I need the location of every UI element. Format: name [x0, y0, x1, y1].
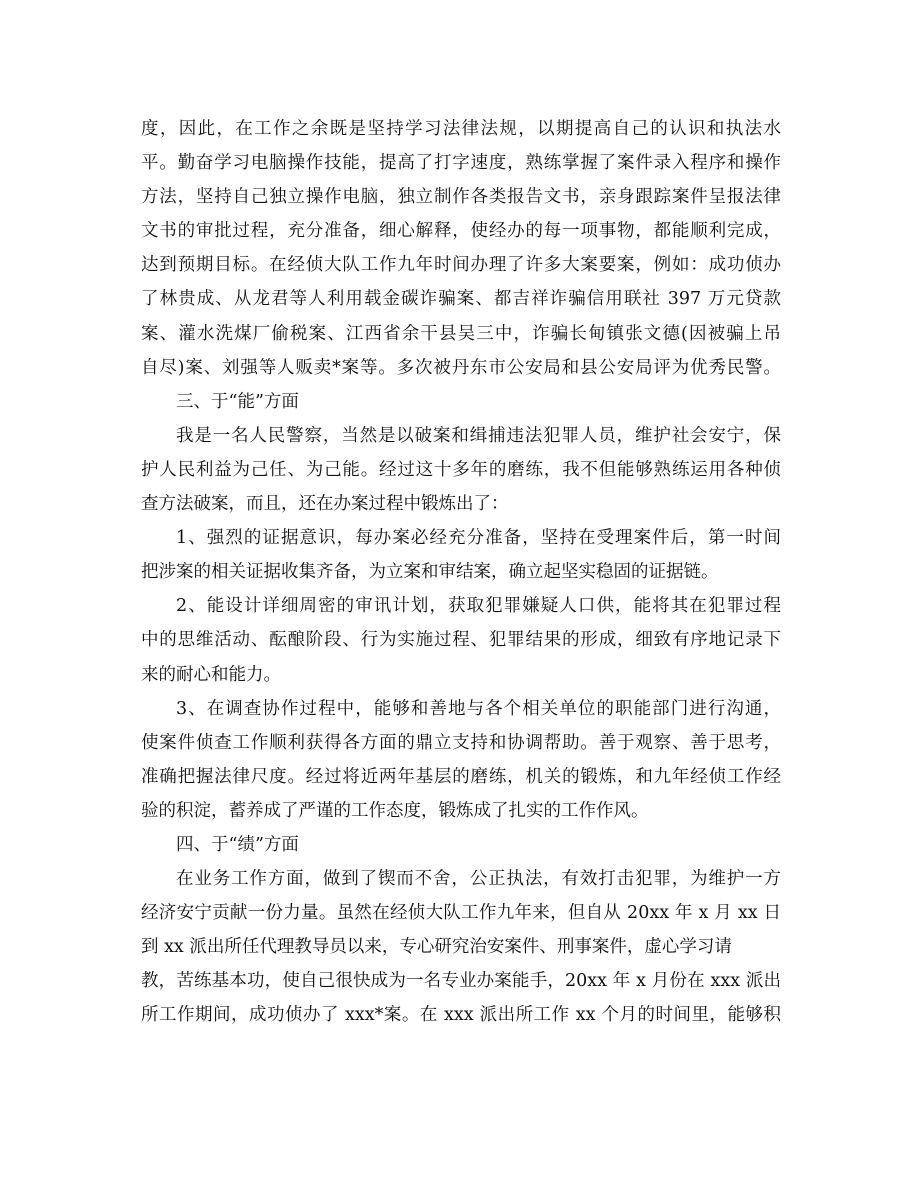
text-line: 四、于“绩”方面 — [176, 834, 299, 855]
text-line: 3、在调查协作过程中，能够和善地与各个相关单位的职能部门进行沟通， — [176, 698, 781, 719]
text-line: 三、于“能”方面 — [176, 391, 299, 412]
text-line: 2、能设计详细周密的审讯计划，获取犯罪嫌疑人口供，能将其在犯罪过程 — [176, 596, 781, 617]
text-line: 使案件侦查工作顺利获得各方面的鼎立支持和协调帮助。善于观察、善于思考， — [141, 732, 781, 753]
text-line: 教，苦练基本功，使自己很快成为一名专业办案能手，20xx 年 x 月份在 xxx 派出 — [141, 971, 781, 992]
text-line: 所工作期间，成功侦办了 xxx*案。在 xxx 派出所工作 xx 个月的时间里，能够积 — [141, 1005, 781, 1026]
text-line: 经济安宁贡献一份力量。虽然在经侦大队工作九年来，但自从 20xx 年 x 月 xx 日 — [141, 903, 781, 924]
text-line: 中的思维活动、酝酿阶段、行为实施过程、犯罪结果的形成，细致有序地记录下 — [141, 630, 781, 651]
text-line: 1、强烈的证据意识，每办案必经充分准备，坚持在受理案件后，第一时间 — [176, 528, 781, 549]
text-line: 我是一名人民警察，当然是以破案和缉捕违法犯罪人员，维护社会安宁，保 — [176, 425, 781, 446]
text-line: 护人民利益为己任、为己能。经过这十多年的磨练，我不但能够熟练运用各种侦 — [141, 459, 781, 480]
document-body — [141, 112, 781, 1033]
text-line: 来的耐心和能力。 — [141, 664, 281, 685]
text-line: 了林贵成、从龙君等人利用载金碳诈骗案、都吉祥诈骗信用联社 397 万元贷款 — [141, 289, 781, 310]
text-line: 验的积淀，蓄养成了严谨的工作态度，锻炼成了扎实的工作作风。 — [141, 800, 649, 821]
text-line: 准确把握法律尺度。经过将近两年基层的磨练，机关的锻炼，和九年经侦工作经 — [141, 766, 781, 787]
text-line: 把涉案的相关证据收集齐备，为立案和审结案，确立起坚实稳固的证据链。 — [141, 562, 719, 583]
text-line: 自尽)案、刘强等人贩卖*案等。多次被丹东市公安局和县公安局评为优秀民警。 — [141, 357, 781, 378]
text-line: 方法，坚持自己独立操作电脑，独立制作各类报告文书，亲身跟踪案件呈报法律 — [141, 187, 781, 208]
text-line: 查方法破案，而且，还在办案过程中锻炼出了： — [141, 494, 509, 515]
text-line: 在业务工作方面，做到了锲而不舍，公正执法，有效打击犯罪，为维护一方 — [176, 869, 781, 890]
text-line: 到 xx 派出所任代理教导员以来，专心研究治安案件、刑事案件，虚心学习请 — [141, 937, 732, 958]
text-line: 案、灌水洗煤厂偷税案、江西省余干县吴三中，诈骗长甸镇张文德(因被骗上吊 — [141, 323, 781, 344]
text-line: 度，因此，在工作之余既是坚持学习法律法规，以期提高自己的认识和执法水 — [141, 119, 781, 139]
text-line: 平。勤奋学习电脑操作技能，提高了打字速度，熟练掌握了案件录入程序和操作 — [141, 153, 781, 174]
text-line: 文书的审批过程，充分准备，细心解释，使经办的每一项事物，都能顺利完成， — [141, 221, 781, 242]
text-line: 达到预期目标。在经侦大队工作九年时间办理了许多大案要案，例如：成功侦办 — [141, 255, 781, 276]
